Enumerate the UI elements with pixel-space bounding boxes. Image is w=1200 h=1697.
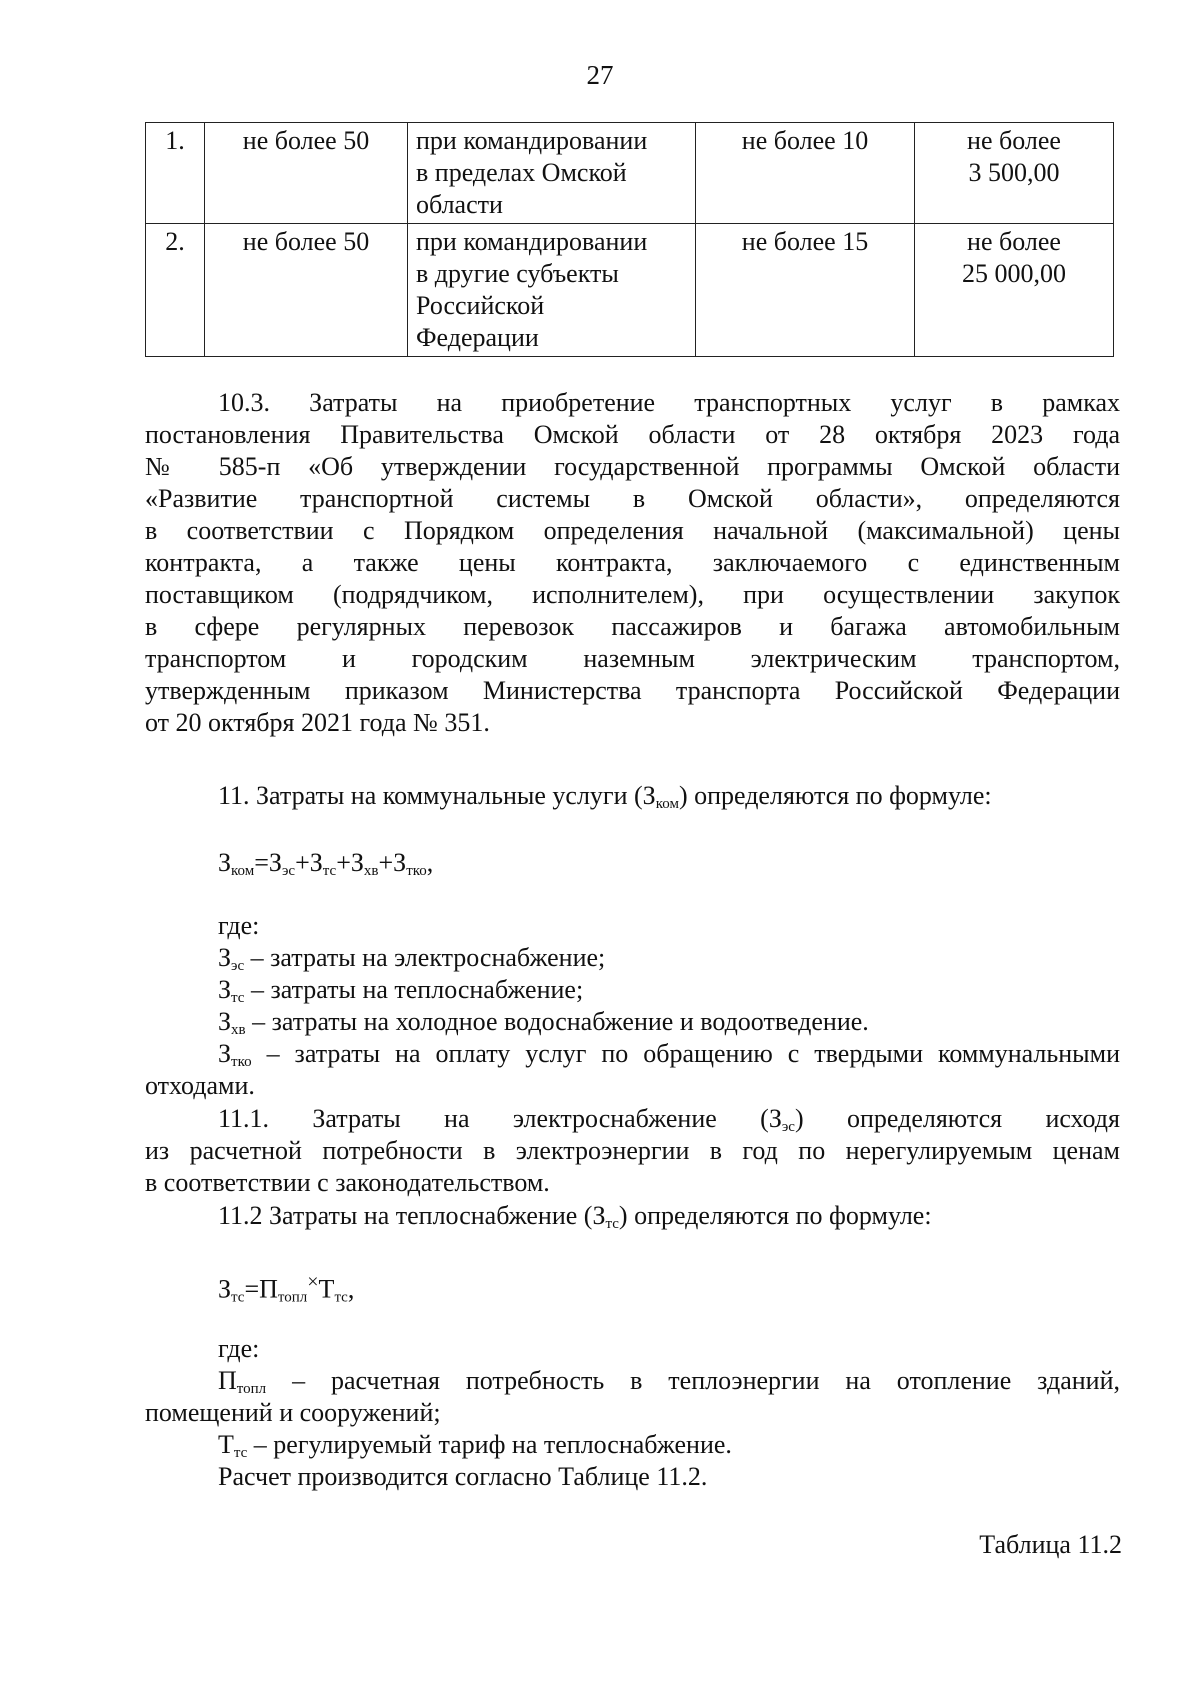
paragraph-line: контракта, а также цены контракта, заключаемого с единственным — [145, 548, 1120, 577]
definition-text: – затраты на теплоснабжение; — [244, 975, 584, 1004]
subscript: тко — [406, 863, 427, 879]
formula-symbol: З — [218, 1274, 232, 1304]
count-cell: не более 50 — [205, 224, 408, 357]
description-line: в другие субъекты — [416, 259, 619, 288]
formula-symbol: Т — [218, 1430, 234, 1459]
definition-continuation: отходами. — [145, 1071, 255, 1100]
subscript: хв — [363, 863, 379, 879]
paragraph-line: утвержденным приказом Министерства транспорта Российской Федерации — [145, 676, 1120, 705]
subscript: ком — [231, 863, 255, 879]
text-run: ) определяются по формуле: — [618, 1201, 932, 1230]
description-line: Федерации — [416, 323, 539, 352]
paragraph-11-2 — [145, 1200, 1120, 1232]
paragraph-line: в соответствии с законодательством. — [145, 1168, 550, 1197]
formula-symbol: +З — [378, 848, 407, 877]
text-run: ) определяются исходя — [794, 1104, 1120, 1133]
definitions-communal — [145, 910, 1120, 1102]
page-number: 27 — [586, 60, 614, 90]
description-line: Российской — [416, 291, 545, 320]
amount-line: не более — [967, 227, 1061, 256]
paragraph-line: от 20 октября 2021 года № 351. — [145, 708, 490, 737]
amount-line: 3 500,00 — [968, 158, 1060, 187]
count-cell: не более 50 — [205, 123, 408, 224]
paragraph-11-1 — [145, 1103, 1120, 1199]
text-run: 11. Затраты на коммунальные услуги (З — [218, 781, 656, 810]
paragraph-11 — [145, 780, 1120, 812]
description-line: при командировании — [416, 227, 648, 256]
formula-symbol: З — [218, 975, 232, 1004]
table-caption: Таблица 11.2 — [979, 1530, 1122, 1559]
formula-symbol: З — [218, 1007, 232, 1036]
paragraph-line: из расчетной потребности в электроэнергии в год по нерегулируемым ценам — [145, 1136, 1120, 1165]
formula-symbol: +З — [295, 848, 323, 877]
amount-cell — [915, 123, 1114, 224]
subscript: тс — [233, 1445, 248, 1461]
subscript: тс — [322, 863, 337, 879]
amount-cell — [915, 224, 1114, 357]
paragraph-10-3 — [145, 387, 1120, 739]
subscript: эс — [281, 863, 296, 879]
formula-symbol: , — [426, 848, 434, 877]
paragraph-line: № 585-п «Об утверждении государственной программы Омской области — [145, 452, 1120, 481]
formula-symbol: =З — [254, 848, 282, 877]
amount-line: не более — [967, 126, 1061, 155]
formula-symbol: З — [218, 1039, 232, 1068]
days-cell: не более 10 — [696, 123, 915, 224]
formula-symbol: З — [218, 943, 232, 972]
paragraph-line: 10.3. Затраты на приобретение транспортных услуг в рамках — [218, 388, 1120, 417]
table-row — [146, 123, 1114, 224]
paragraph-line: в соответствии с Порядком определения начальной (максимальной) цены — [145, 516, 1120, 545]
amount-line: 25 000,00 — [962, 259, 1066, 288]
table-row — [146, 224, 1114, 357]
text-run: 11.2 Затраты на теплоснабжение (З — [218, 1201, 606, 1230]
allowance-table — [145, 122, 1114, 357]
subscript: эс — [781, 1119, 795, 1135]
row-number: 2. — [146, 224, 205, 357]
definition-text: – затраты на оплату услуг по обращению с твердыми коммунальными — [251, 1039, 1120, 1068]
where-label: где: — [218, 911, 260, 940]
subscript: хв — [231, 1022, 246, 1038]
description-line: области — [416, 190, 503, 219]
paragraph-line: поставщиком (подрядчиком, исполнителем), при осуществлении закупок — [145, 580, 1120, 609]
formula-heating — [145, 1266, 1120, 1306]
text-run: 11.1. Затраты на электроснабжение (З — [218, 1104, 782, 1133]
definition-text: – регулируемый тариф на теплоснабжение. — [247, 1430, 732, 1459]
paragraph-line: «Развитие транспортной системы в Омской области», определяются — [145, 484, 1120, 513]
calculation-note: Расчет производится согласно Таблице 11.2. — [218, 1462, 708, 1491]
subscript: тс — [334, 1289, 348, 1306]
description-line: при командировании — [416, 126, 648, 155]
subscript: топл — [236, 1381, 267, 1397]
definition-text: – затраты на холодное водоснабжение и водоотведение. — [245, 1007, 869, 1036]
formula-symbol: =П — [244, 1274, 278, 1304]
formula-symbol: З — [218, 848, 232, 877]
subscript: тс — [231, 990, 245, 1006]
subscript: эс — [231, 958, 245, 974]
description-line: в пределах Омской — [416, 158, 627, 187]
paragraph-line: транспортом и городским наземным электрическим транспортом, — [145, 644, 1120, 673]
paragraph-line — [145, 1103, 1120, 1135]
definition-text: – затраты на электроснабжение; — [244, 943, 606, 972]
subscript: топл — [277, 1289, 308, 1306]
definition-line — [145, 1006, 1120, 1038]
subscript: тс — [231, 1289, 245, 1306]
definition-line — [145, 1038, 1120, 1070]
formula-symbol: Т — [318, 1274, 335, 1304]
subscript: ком — [655, 796, 679, 812]
description-cell — [408, 123, 696, 224]
definition-continuation: помещений и сооружений; — [145, 1398, 441, 1427]
days-cell: не более 15 — [696, 224, 915, 357]
definition-text: – расчетная потребность в теплоэнергии на отопление зданий, — [266, 1366, 1120, 1395]
definition-line — [145, 1429, 1120, 1461]
paragraph-line: в сфере регулярных перевозок пассажиров и багажа автомобильным — [145, 612, 1120, 641]
definition-line — [145, 974, 1120, 1006]
paragraph-line: постановления Правительства Омской области от 28 октября 2023 года — [145, 420, 1120, 449]
definition-line — [145, 1365, 1120, 1397]
formula-symbol: , — [347, 1274, 355, 1304]
subscript: тко — [231, 1054, 252, 1070]
formula-communal — [145, 847, 1120, 879]
subscript: тс — [605, 1216, 619, 1232]
where-label: где: — [218, 1334, 260, 1363]
definition-line — [145, 942, 1120, 974]
definitions-heating — [145, 1333, 1120, 1493]
text-run: ) определяются по формуле: — [678, 781, 992, 810]
multiply-symbol: × — [307, 1271, 319, 1293]
formula-symbol: П — [218, 1366, 237, 1395]
formula-symbol: +З — [336, 848, 364, 877]
row-number: 1. — [146, 123, 205, 224]
description-cell — [408, 224, 696, 357]
